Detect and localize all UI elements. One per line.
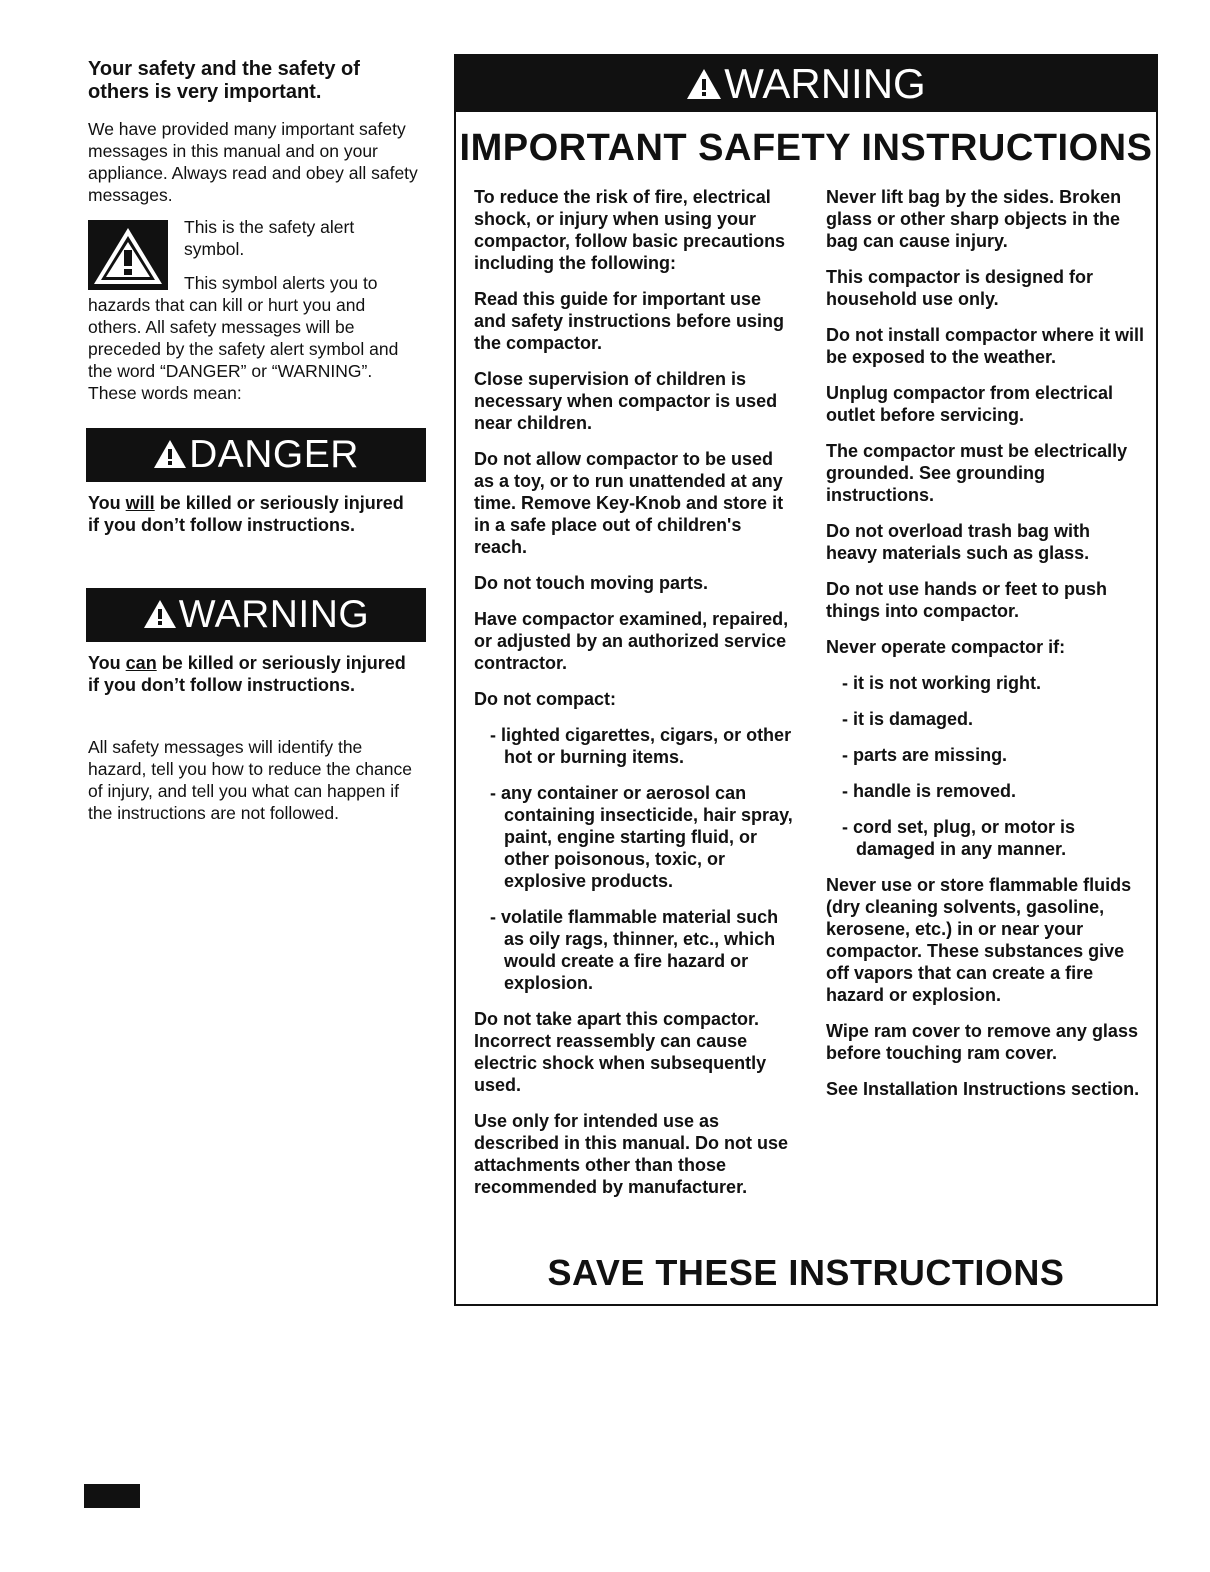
alert-symbol-caption: This is the safety alert symbol. xyxy=(184,217,355,259)
warning-signal-bar xyxy=(86,588,426,642)
instructions-column-right xyxy=(826,186,1146,1114)
danger-meaning: You will be killed or seriously injured if you don’t follow instructions. xyxy=(88,493,404,535)
save-instructions-footer: SAVE THESE INSTRUCTIONS xyxy=(547,1252,1065,1293)
instruction-subitem: - lighted cigarettes, cigars, or other hot or burning items. xyxy=(490,725,792,767)
intro-paragraph: We have provided many important safety messages in this manual and on your appliance. Always read and obey all safety messages. xyxy=(88,119,418,205)
danger-signal-bar xyxy=(86,428,426,482)
instruction-item: Close supervision of children is necessary when compactor is used near children. xyxy=(474,369,778,433)
intro-heading: Your safety and the safety of others is very important. xyxy=(88,58,360,103)
instruction-item: Do not compact: xyxy=(474,689,616,709)
instruction-subitem: - cord set, plug, or motor is damaged in any manner. xyxy=(842,817,1076,859)
important-safety-instructions-panel xyxy=(454,54,1158,1306)
instruction-item: Do not use hands or feet to push things into compactor. xyxy=(826,579,1108,621)
alert-symbol-meaning: This symbol alerts you to hazards that can kill or hurt you and others. All safety messages will be preceded by the safety alert symbol and the word “DANGER” or “WARNING”. These words mean: xyxy=(88,273,399,403)
instruction-item: Never use or store flammable fluids (dry cleaning solvents, gasoline, kerosene, etc.) in or near your compactor. These substances give off vapors that can create a fire hazard or explosion. xyxy=(826,875,1132,1005)
safety-intro-column xyxy=(88,58,418,824)
instruction-subitem: - any container or aerosol can containing insecticide, hair spray, paint, engine starting fluid, or other poisonous, toxic, or explosive products. xyxy=(490,783,793,891)
instruction-item: Do not touch moving parts. xyxy=(474,573,708,593)
instruction-item: The compactor must be electrically grounded. See grounding instructions. xyxy=(826,441,1128,505)
safety-alert-triangle-icon xyxy=(88,220,168,290)
instruction-subitem: - it is not working right. xyxy=(842,673,1041,693)
instruction-subitem: - volatile flammable material such as oily rags, thinner, etc., which would create a fire hazard or explosion. xyxy=(490,907,779,993)
instruction-item: To reduce the risk of fire, electrical shock, or injury when using your compactor, follow basic precautions including the following: xyxy=(474,187,786,273)
instructions-column-left xyxy=(474,186,796,1212)
alert-triangle-icon xyxy=(686,68,722,100)
instruction-subitem: - parts are missing. xyxy=(842,745,1008,765)
instruction-item: Never lift bag by the sides. Broken glass or other sharp objects in the bag can cause injury. xyxy=(826,187,1122,251)
closing-paragraph: All safety messages will identify the hazard, tell you how to reduce the chance of injury, and tell you what can happen if the instructions are not followed. xyxy=(88,737,412,823)
instruction-item: Do not install compactor where it will be exposed to the weather. xyxy=(826,325,1145,367)
instruction-item: Do not take apart this compactor. Incorrect reassembly can cause electric shock when subsequently used. xyxy=(474,1009,767,1095)
instruction-item: Wipe ram cover to remove any glass before touching ram cover. xyxy=(826,1021,1138,1063)
panel-warning-label: WARNING xyxy=(724,60,926,107)
danger-label: DANGER xyxy=(189,433,359,476)
instruction-item: Never operate compactor if: xyxy=(826,637,1066,657)
warning-meaning: You can be killed or seriously injured if you don’t follow instructions. xyxy=(88,653,406,695)
instruction-item: Have compactor examined, repaired, or adjusted by an authorized service contractor. xyxy=(474,609,789,673)
instruction-subitem: - handle is removed. xyxy=(842,781,1017,801)
instruction-item: Do not allow compactor to be used as a toy, or to run unattended at any time. Remove Key-Knob and store it in a safe place out of children's reach. xyxy=(474,449,784,557)
instruction-item: Use only for intended use as described in this manual. Do not use attachments other than those recommended by manufacturer. xyxy=(474,1111,789,1197)
page-tab-marker xyxy=(84,1484,140,1508)
warning-label: WARNING xyxy=(178,593,370,636)
alert-triangle-icon xyxy=(143,599,177,629)
instruction-item: This compactor is designed for household use only. xyxy=(826,267,1094,309)
instruction-item: Unplug compactor from electrical outlet before servicing. xyxy=(826,383,1114,425)
panel-title: IMPORTANT SAFETY INSTRUCTIONS xyxy=(459,127,1153,169)
instruction-subitem: - it is damaged. xyxy=(842,709,974,729)
instruction-item: Do not overload trash bag with heavy materials such as glass. xyxy=(826,521,1091,563)
instruction-item: Read this guide for important use and safety instructions before using the compactor. xyxy=(474,289,785,353)
alert-triangle-icon xyxy=(153,439,187,469)
instruction-item: See Installation Instructions section. xyxy=(826,1079,1140,1099)
panel-warning-banner xyxy=(456,56,1156,112)
alert-symbol-explanation xyxy=(88,216,418,404)
